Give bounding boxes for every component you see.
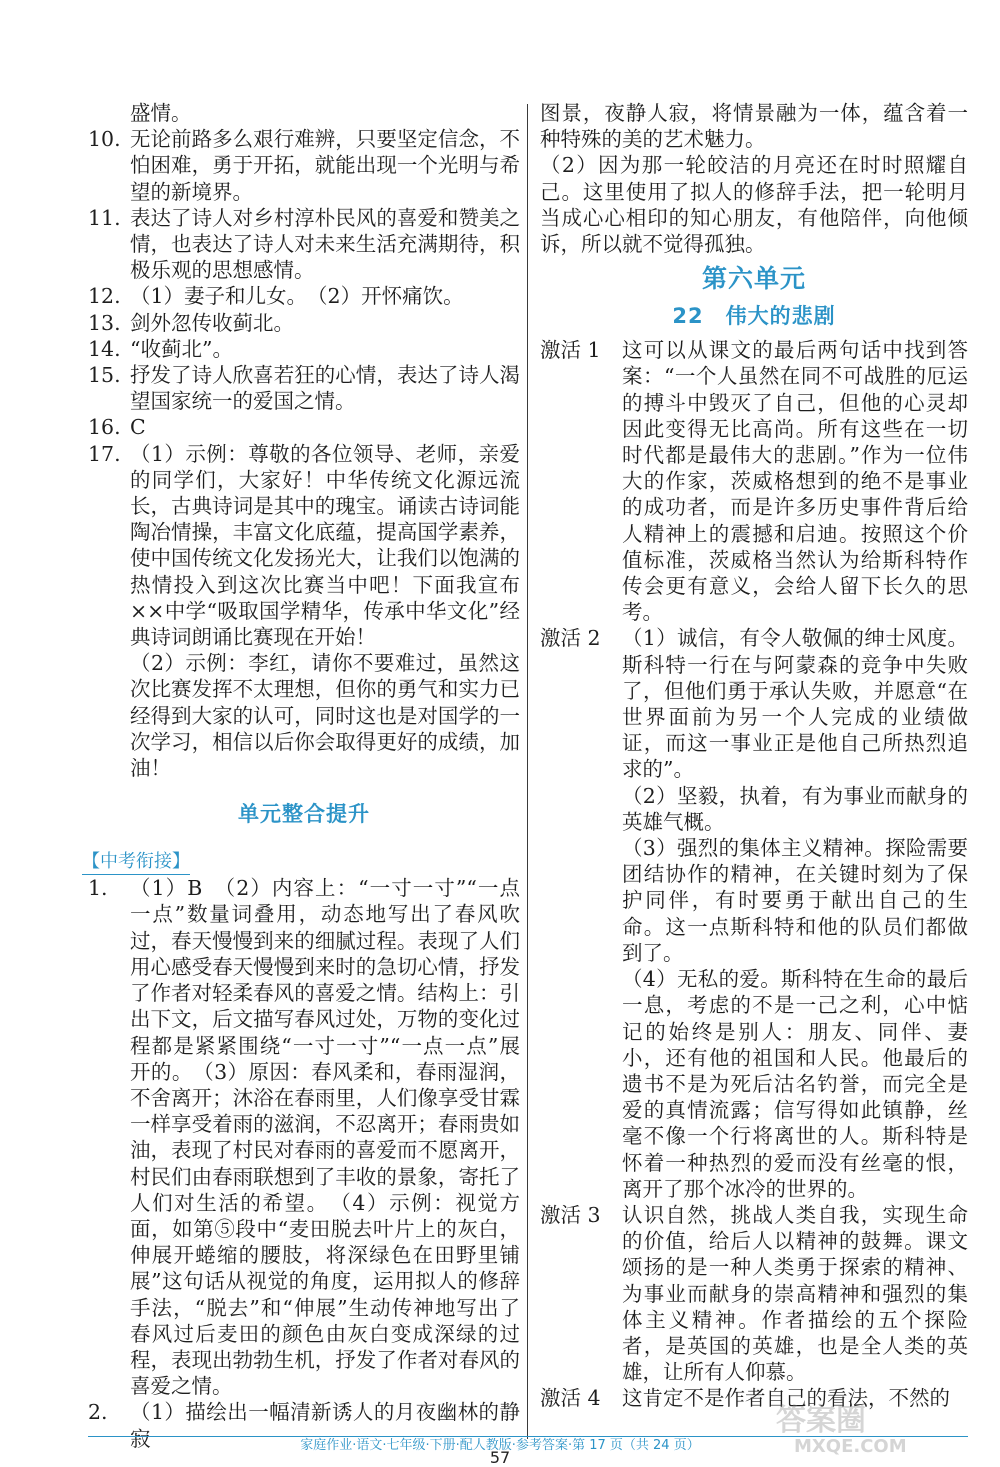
- activity-2: 激活 2 （1）诚信，有令人敬佩的绅士风度。斯科特一行在与阿蒙森的竞争中失败了，但他们勇于承认失败，并愿意“在世界面前为另一个人完成的业绩做证，而这一事业正是他自己所热烈追求的”。: [540, 626, 968, 782]
- answer-item-11: 11. 表达了诗人对乡村淳朴民风的喜爱和赞美之情，也表达了诗人对未来生活充满期待，积极乐观的思想感情。: [88, 205, 520, 283]
- activity-1: 激活 1 这可以从课文的最后两句话中找到答案：“一个人虽然在同不可战胜的厄运的搏斗中毁灭了自己，但他的心灵却因此变得无比高尚。所有这些在一切时代都是最伟大的悲剧。”作为一位伟大的作家，茨威格想到的绝不是事业的成功者，而是许多历史事件背后给人精神上的震撼和启迪。按照这个价值标准，茨威格当然认为给斯科特作传会更有意义，会给人留下长久的思考。: [540, 338, 968, 625]
- activity-3: 激活 3 认识自然，挑战人类自我，实现生命的价值，给后人以精神的鼓舞。课文颂扬的是一种人类勇于探索的精神、为事业而献身的崇高精神和强烈的集体主义精神。作者描绘的五个探险者，是英国的英雄，也是全人类的英雄，让所有人仰慕。: [540, 1202, 968, 1385]
- answer-item-10: 10. 无论前路多么艰行难辨，只要坚定信念，不怕困难，勇于开拓，就能出现一个光明与希望的新境界。: [88, 127, 520, 204]
- left-column: [82, 100, 520, 1452]
- activity-2-para-2: （2）坚毅，执着，有为事业而献身的英雄气概。: [622, 783, 968, 834]
- activity-2-para-3: （3）强烈的集体主义精神。探险需要团结协作的精神，在关键时刻为了保护同伴，有时要勇于献出自己的生命。这一点斯科特和他的队员们都做到了。: [622, 836, 968, 965]
- column-divider: [527, 104, 528, 1439]
- answer-item-14: 14. “收蓟北”。: [88, 336, 233, 361]
- left-lead-text: 盛情。: [130, 101, 192, 125]
- right-column: [540, 100, 968, 1412]
- answer-item-17: 17. （1）示例：尊敬的各位领导、老师，亲爱的同学们，大家好！中华传统文化源远流长，古典诗词是其中的瑰宝。诵读古诗词能陶冶情操，丰富文化底蕴，提高国学素养，使中国传统文化发扬光大，让我们以饱满的热情投入到这次比赛当中吧！下面我宣布××中学“吸取国学精华，传承中华文化”经典诗词朗诵比赛现在开始！: [88, 441, 520, 650]
- lesson-title: 22 伟大的悲剧: [672, 304, 836, 329]
- review-question-1: 1. （1）B （2）内容上：“一寸一寸”“一点一点”数量词叠用，动态地写出了春风吹过，春天慢慢到来的细腻过程。表现了人们用心感受春天慢慢到来时的急切心情，抒发了作者对轻柔春风的喜爱之情。结构上：引出下文，后文描写春风过处，万物的变化过程都是紧紧围绕“一寸一寸”“一点一点”展开的。 （3）原因：春风柔和，春雨湿润，不舍离开；沐浴在春雨里，人们像享受甘霖一样享受着雨的滋润，不忍离开；春雨贵如油，表现了村民对春雨的喜爱而不愿离开，村民们由春雨联想到了丰收的景象，寄托了人们对生活的希望。 （4）示例：视觉方面，如第⑤段中“麦田脱去叶片上的灰白，伸展开蜷缩的腰肢，将深绿色在田野里铺展”这句话从视觉的角度，运用拟人的修辞手法，“脱去”和“伸展”生动传神地写出了春风过后麦田的颜色由灰白变成深绿的过程，表现出勃勃生机，抒发了作者对春风的喜爱之情。: [88, 876, 520, 1399]
- zhongkao-tag-row: [82, 847, 520, 875]
- answer-item-16: 16. C: [88, 415, 146, 440]
- unit-title: 第六单元: [701, 264, 806, 294]
- review-question-2: 2. （1）描绘出一幅清新诱人的月夜幽林的静寂: [88, 1400, 520, 1451]
- answer-item-17-part2: （2）示例：李红，请你不要难过，虽然这次比赛发挥不太理想，但你的勇气和实力已经得到大家的认可，同时这也是对国学的一次学习，相信以后你会取得更好的成绩，加油！: [130, 651, 520, 781]
- activity-4: 激活 4 这肯定不是作者自己的看法，不然的: [540, 1386, 950, 1411]
- page-number: 57: [489, 1448, 511, 1467]
- zhongkao-tag: 【中考衔接】: [82, 850, 190, 875]
- watermark-url: MXQE.COM: [794, 1436, 907, 1456]
- answer-item-13: 13. 剑外忽传收蓟北。: [88, 310, 294, 335]
- page-footer: 家庭作业·语文·七年级·下册·配人教版·参考答案·第 17 页（共 24 页）: [300, 1438, 700, 1453]
- watermark-text: 答案圈: [776, 1403, 866, 1438]
- answer-item-15: 15. 抒发了诗人欣喜若狂的心情，表达了诗人渴望国家统一的爱国之情。: [88, 363, 520, 414]
- right-lead-text: 图景，夜静人寂，将情景融为一体，蕴含着一种特殊的美的艺术魅力。: [540, 101, 968, 152]
- activity-2-para-4: （4）无私的爱。斯科特在生命的最后一息，考虑的不是一己之利，心中惦记的始终是别人：朋友、同伴、妻小，还有他的祖国和人民。他最后的遗书不是为死后沽名钓誉，而完全是爱的真情流露；信写得如此镇静，丝毫不像一个行将离世的人。斯科特是怀着一种热烈的爱而没有丝毫的恨，离开了那个冰冷的世界的。: [622, 967, 968, 1201]
- watermark-logo: [770, 1396, 980, 1456]
- section-title-unit-review: 单元整合提升: [238, 802, 370, 827]
- review-question-2-part2: （2）因为那一轮皎洁的月亮还在时时照耀自己。这里使用了拟人的修辞手法，把一轮明月当成心心相印的知心朋友，有他陪伴，向他倾诉，所以就不觉得孤独。: [540, 153, 968, 257]
- answer-item-12: 12. （1）妻子和儿女。 （2）开怀痛饮。: [88, 284, 464, 309]
